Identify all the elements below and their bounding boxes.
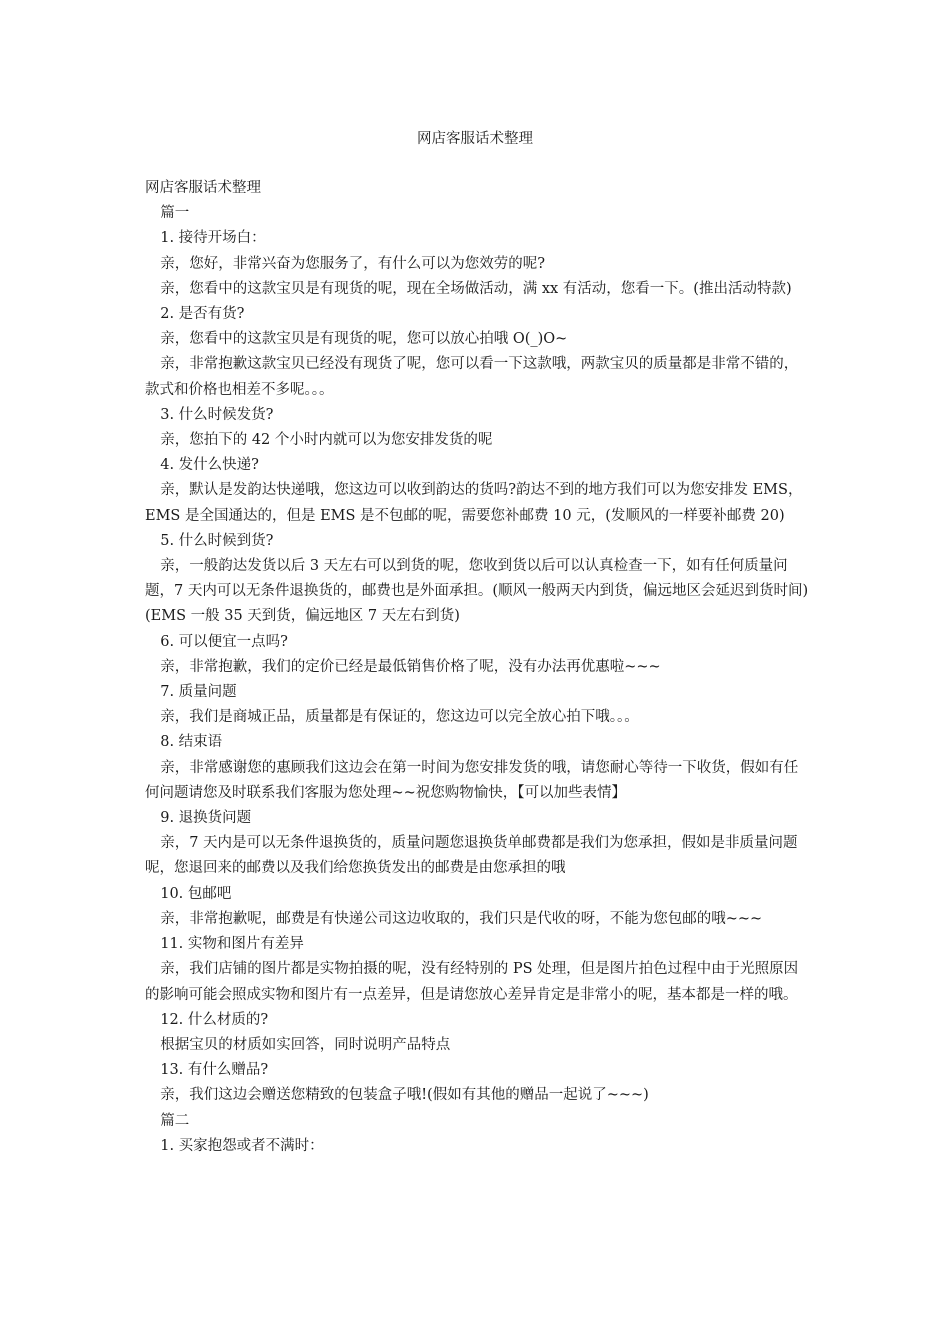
paragraph: 10. 包邮吧 (160, 885, 232, 902)
paragraph: 11. 实物和图片有差异 (160, 936, 304, 953)
paragraph: 亲，非常抱歉，我们的定价已经是最低销售价格了呢，没有办法再优惠啦~~~ (160, 658, 661, 675)
paragraph: 亲，您看中的这款宝贝是有现货的呢，现在全场做活动，满 xx 有活动，您看一下。(推出活动特款) (160, 280, 792, 297)
paragraph: 5. 什么时候到货? (160, 532, 274, 549)
paragraph: 亲，一般韵达发货以后 3 天左右可以到货的呢，您收到货以后可以认真检查一下，如有任何质量问题，7 天内可以无条件退换货的，邮费也是外面承担。(顺风一般两天内到货，偏远地区会延迟到货时间)(EMS 一般 35 天到货，偏远地区 7 天左右到货) (145, 558, 809, 625)
paragraph: 4. 发什么快递? (160, 457, 259, 474)
paragraph: 亲，非常抱歉呢，邮费是有快递公司这边收取的，我们只是代收的呀，不能为您包邮的哦~~~ (160, 910, 763, 927)
paragraph: 1. 接待开场白： (160, 230, 266, 247)
paragraph: 亲，非常感谢您的惠顾我们这边会在第一时间为您安排发货的哦，请您耐心等待一下收货，假如有任何问题请您及时联系我们客服为您处理~~祝您购物愉快，【可以加些表情】 (145, 759, 799, 801)
paragraph: 亲，我们是商城正品，质量都是有保证的，您这边可以完全放心拍下哦。。。 (160, 709, 639, 726)
paragraph: 7. 质量问题 (160, 684, 237, 701)
paragraph: 根据宝贝的材质如实回答，同时说明产品特点 (160, 1036, 451, 1053)
paragraph: 12. 什么材质的? (160, 1011, 269, 1028)
paragraph: 9. 退换货问题 (160, 810, 252, 827)
paragraph: 亲，我们店铺的图片都是实物拍摄的呢，没有经特别的 PS 处理，但是图片拍色过程中由于光照原因的影响可能会照成实物和图片有一点差异，但是请您放心差异肯定是非常小的呢，基本都是一样的哦。 (145, 961, 799, 1003)
paragraph: 亲，默认是发韵达快递哦，您这边可以收到韵达的货吗?韵达不到的地方我们可以为您安排发 EMS，EMS 是全国通达的，但是 EMS 是不包邮的呢，需要您补邮费 10 元，(发顺风的一样要补邮费 20) (145, 482, 803, 524)
paragraph: 亲，非常抱歉这款宝贝已经没有现货了呢，您可以看一下这款哦，两款宝贝的质量都是非常不错的，款式和价格也相差不多呢。。。 (145, 356, 799, 398)
paragraph: 2. 是否有货? (160, 306, 245, 323)
paragraph: 亲，您看中的这款宝贝是有现货的呢，您可以放心拍哦 O(_)O~ (160, 331, 568, 348)
paragraph: 亲，您好，非常兴奋为您服务了，有什么可以为您效劳的呢? (160, 255, 545, 272)
paragraph: 8. 结束语 (160, 734, 223, 751)
document-body (145, 176, 810, 1159)
paragraph: 3. 什么时候发货? (160, 406, 274, 423)
paragraph: 6. 可以便宜一点吗? (160, 633, 288, 650)
paragraph: 亲，我们这边会赠送您精致的包装盒子哦!(假如有其他的赠品一起说了~~~) (160, 1087, 649, 1104)
document-title: 网店客服话术整理 (417, 131, 533, 147)
paragraph: 亲，您拍下的 42 个小时内就可以为您安排发货的呢 (160, 432, 493, 449)
paragraph: 篇二 (160, 1112, 190, 1129)
paragraph: 1. 买家抱怨或者不满时： (160, 1137, 324, 1154)
paragraph: 篇一 (160, 205, 190, 222)
paragraph: 13. 有什么赠品? (160, 1062, 269, 1079)
paragraph: 网店客服话术整理 (145, 180, 261, 196)
paragraph: 亲，7 天内是可以无条件退换货的，质量问题您退换货单邮费都是我们为您承担，假如是非质量问题呢，您退回来的邮费以及我们给您换货发出的邮费是由您承担的哦 (145, 835, 798, 877)
